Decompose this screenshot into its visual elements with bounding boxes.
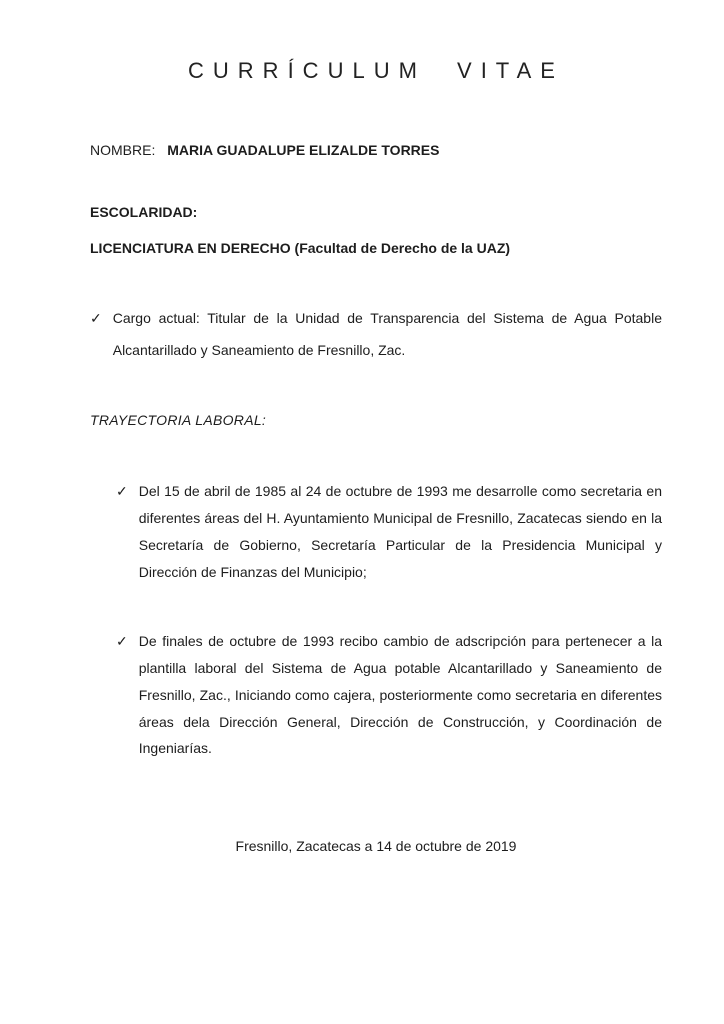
degree-line: LICENCIATURA EN DERECHO (Facultad de Derecho de la UAZ) [90,240,511,256]
job-history-item [116,628,662,762]
name-label: NOMBRE: [90,142,156,158]
cargo-actual-text: Cargo actual: Titular de la Unidad de Transparencia del Sistema de Agua Potable Alcantarillado y Saneamiento de Fresnillo, Zac. [112,310,662,359]
check-icon: ✓ [116,632,128,649]
check-icon: ✓ [90,310,102,326]
job-history-text: De finales de octubre de 1993 recibo cambio de adscripción para pertenecer a la plantilla laboral del Sistema de Agua potable Alcantarillado y Saneamiento de Fresnillo, Zac., Iniciando como cajera, posteriormente como secretaria en diferentes áreas dela Dirección General, Dirección de Construcción, y Coordinación de Ingeniarías. [138,632,662,757]
date-place-line: Fresnillo, Zacatecas a 14 de octubre de 2019 [235,838,517,855]
job-history-text: Del 15 de abril de 1985 al 24 de octubre de 1993 me desarrolle como secretaria en diferentes áreas del H. Ayuntamiento Municipal de Fresnillo, Zacatecas siendo en la Secretaría de Gobierno, Secretaría Particular de la Presidencia Municipal y Dirección de Finanzas del Municipio; [138,483,662,580]
document-title: CURRÍCULUM VITAE [188,58,564,83]
escolaridad-heading: ESCOLARIDAD: [90,204,198,220]
name-line [90,142,662,158]
job-history-item [116,478,662,586]
cargo-actual-item [90,302,662,366]
check-icon: ✓ [116,483,128,500]
trayectoria-heading: TRAYECTORIA LABORAL: [90,412,267,429]
name-value: MARIA GUADALUPE ELIZALDE TORRES [167,142,440,158]
